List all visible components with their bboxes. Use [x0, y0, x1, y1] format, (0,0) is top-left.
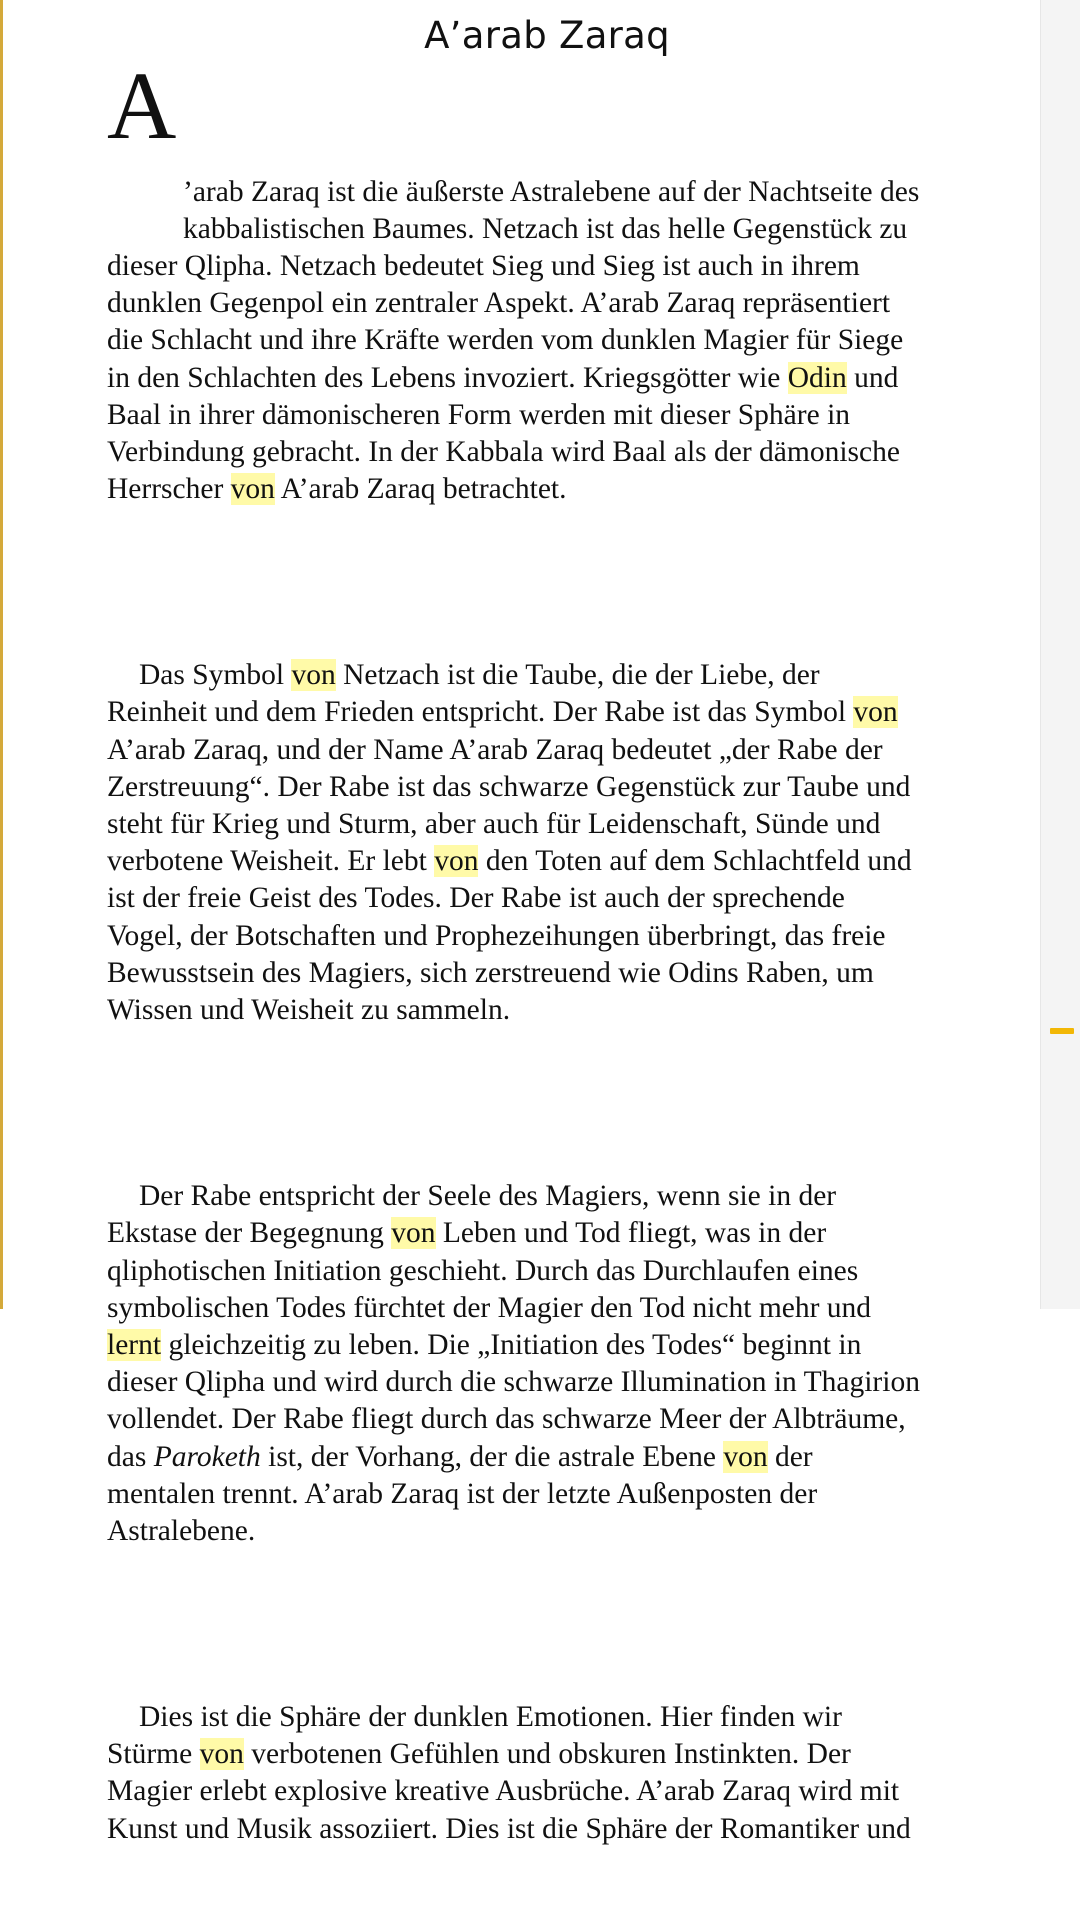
text-line: [107, 806, 987, 843]
text-run: Leben und Tod fliegt, was in der: [435, 1217, 827, 1250]
text-line: [107, 918, 987, 955]
text-line: [107, 1699, 987, 1736]
paragraph-2-lines: [107, 657, 987, 1029]
text-line: [107, 174, 987, 211]
text-run: gleichzeitig zu leben. Die „Initiation des Todes“ beginnt in: [161, 1328, 862, 1361]
text-run: Das Symbol: [139, 659, 292, 692]
paragraph-3-lines: [107, 1178, 987, 1550]
text-line: [107, 843, 987, 880]
text-run: Reinheit und dem Frieden entspricht. Der Rabe ist das Symbol: [107, 696, 854, 729]
text-line: [107, 769, 987, 806]
text-line: [107, 1401, 987, 1438]
text-line: [107, 955, 987, 992]
highlighted-word: von: [291, 659, 336, 692]
highlighted-word: von: [853, 696, 898, 729]
text-line: [107, 732, 987, 769]
paragraph-2: [107, 583, 987, 1104]
text-run: A’arab Zaraq betrachtet.: [274, 473, 567, 506]
highlighted-word: von: [723, 1440, 768, 1473]
text-run: der: [767, 1440, 813, 1473]
text-run: qliphotischen Initiation geschieht. Durch das Durchlaufen eines: [107, 1254, 859, 1287]
text-run: symbolischen Todes fürchtet der Magier den Tod nicht mehr und: [107, 1291, 872, 1324]
text-run: Vogel, der Botschaften und Prophezeihungen überbringt, das freie: [107, 919, 886, 952]
text-line: [107, 1327, 987, 1364]
text-line: [107, 322, 987, 359]
text-run: Ekstase der Begegnung: [107, 1217, 392, 1250]
document-page: [107, 10, 987, 1922]
text-line: [107, 1253, 987, 1290]
text-line: [107, 1215, 987, 1252]
page-left-edge: [0, 0, 3, 1309]
text-line: [107, 248, 987, 285]
highlighted-word: Odin: [787, 361, 847, 394]
text-line: [107, 434, 987, 471]
highlighted-word: von: [391, 1217, 436, 1250]
text-run: dieser Qlipha und wird durch die schwarze Illumination in Thagirion: [107, 1366, 920, 1399]
text-line: [107, 694, 987, 731]
text-run: in den Schlachten des Lebens invoziert. Kriegsgötter wie: [107, 361, 788, 394]
text-run: ist der freie Geist des Todes. Der Rabe ist auch der sprechende: [107, 882, 845, 915]
paragraph-1: [107, 52, 987, 583]
text-run: Wissen und Weisheit zu sammeln.: [107, 994, 511, 1027]
text-run: ’arab Zaraq ist die äußerste Astralebene auf der Nachtseite des: [183, 175, 920, 208]
text-run: mentalen trennt. A’arab Zaraq ist der letzte Außenposten der: [107, 1477, 818, 1510]
text-run: Astralebene.: [107, 1514, 256, 1547]
text-line: [107, 1811, 987, 1848]
text-line: [107, 1290, 987, 1327]
highlighted-word: von: [434, 845, 479, 878]
text-run: Herrscher: [107, 473, 231, 506]
text-line: [107, 1513, 987, 1550]
text-line: [107, 992, 987, 1029]
text-run: Dies ist die Sphäre der dunklen Emotionen. Hier finden wir: [139, 1700, 842, 1733]
scrollbar-track[interactable]: [1040, 0, 1080, 1309]
paragraph-1-lines: [107, 174, 987, 509]
text-run: Der Rabe entspricht der Seele des Magiers, wenn sie in der: [139, 1180, 837, 1213]
text-line: [107, 211, 987, 248]
text-line: [107, 1178, 987, 1215]
text-run: vollendet. Der Rabe fliegt durch das schwarze Meer der Albträume,: [107, 1403, 906, 1436]
text-run: verbotene Weisheit. Er lebt: [107, 845, 435, 878]
text-line: [107, 657, 987, 694]
highlighted-word: von: [230, 473, 275, 506]
text-run: den Toten auf dem Schlachtfeld und: [478, 845, 912, 878]
text-run: Kunst und Musik assoziiert. Dies ist die Sphäre der Romantiker und: [107, 1812, 911, 1845]
text-line: [107, 1364, 987, 1401]
text-run: dieser Qlipha. Netzach bedeutet Sieg und Sieg ist auch in ihrem: [107, 250, 860, 283]
text-run: dunklen Gegenpol ein zentraler Aspekt. A’arab Zaraq repräsentiert: [107, 287, 891, 320]
paragraph-4-lines: [107, 1699, 987, 1848]
paragraph-4: [107, 1625, 987, 1922]
text-line: [107, 880, 987, 917]
text-run: Stürme: [107, 1738, 200, 1771]
text-run: Verbindung gebracht. In der Kabbala wird Baal als der dämonische: [107, 436, 900, 469]
highlighted-word: lernt: [107, 1328, 162, 1361]
text-line: [107, 1439, 987, 1476]
text-line: [107, 1476, 987, 1513]
text-line: [107, 360, 987, 397]
text-run: die Schlacht und ihre Kräfte werden vom dunklen Magier für Siege: [107, 324, 904, 357]
text-line: [107, 471, 987, 508]
text-run: verbotenen Gefühlen und obskuren Instinkten. Der: [243, 1738, 851, 1771]
text-run: Magier erlebt explosive kreative Ausbrüche. A’arab Zaraq wird mit: [107, 1775, 900, 1808]
text-run: und: [846, 361, 899, 394]
scroll-position-marker[interactable]: [1050, 1028, 1074, 1034]
text-run: das: [107, 1440, 154, 1473]
text-line: [107, 1736, 987, 1773]
text-run: steht für Krieg und Sturm, aber auch für Leidenschaft, Sünde und: [107, 808, 881, 841]
text-run: Zerstreuung“. Der Rabe ist das schwarze Gegenstück zur Taube und: [107, 770, 911, 803]
text-run: kabbalistischen Baumes. Netzach ist das helle Gegenstück zu: [183, 212, 908, 245]
highlighted-word: von: [199, 1738, 244, 1771]
italic-word: Paroketh: [153, 1440, 261, 1473]
text-run: A’arab Zaraq, und der Name A’arab Zaraq bedeutet „der Rabe der: [107, 733, 883, 766]
text-run: Netzach ist die Taube, die der Liebe, der: [335, 659, 820, 692]
text-run: Bewusstsein des Magiers, sich zerstreuend wie Odins Raben, um: [107, 956, 874, 989]
drop-cap: A: [107, 52, 177, 159]
text-run: ist, der Vorhang, der die astrale Ebene: [260, 1440, 724, 1473]
text-line: [107, 397, 987, 434]
text-line: [107, 1773, 987, 1810]
text-run: Baal in ihrer dämonischeren Form werden mit dieser Sphäre in: [107, 398, 851, 431]
paragraph-3: [107, 1104, 987, 1625]
text-line: [107, 285, 987, 322]
chapter-title: A’arab Zaraq: [424, 14, 670, 57]
